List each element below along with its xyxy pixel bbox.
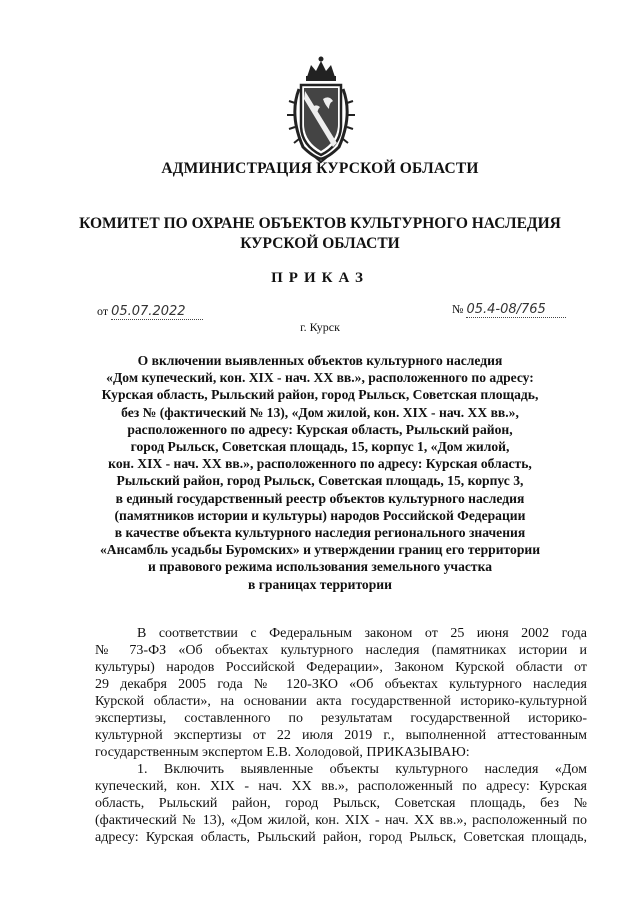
item-1-line: 1. Включить выявленные объекты культурного наследия «Дом [137, 762, 587, 777]
preamble-line: 29 декабря 2005 года № 120-ЗКО «Об объектах культурного наследия [95, 677, 587, 692]
title-line: О включении выявленных объектов культурного наследия [137, 353, 503, 368]
order-date [97, 304, 203, 320]
preamble-paragraph [95, 625, 587, 761]
title-line: расположенного по адресу: Курская область, Рыльский район, [127, 421, 513, 437]
document-type: ПРИКАЗ [271, 270, 369, 286]
title-line: «Ансамбль усадьбы Буромских» и утверждении границ его территории [99, 542, 541, 558]
title-line: в границах территории [248, 576, 392, 592]
order-number [452, 302, 566, 318]
number-prefix: № [452, 302, 464, 316]
title-line: Курская область, Рыльский район, город Рыльск, Советская площадь, [101, 387, 539, 403]
preamble-line: культуры) народов Российской Федерации», Законом Курской области от [95, 660, 587, 675]
committee-heading-line-1: КОМИТЕТ ПО ОХРАНЕ ОБЪЕКТОВ КУЛЬТУРНОГО НАСЛЕДИЯ [79, 215, 561, 232]
preamble-line: экспертизы, составленного по результатам государственной историко- [95, 711, 587, 726]
administration-heading: АДМИНИСТРАЦИЯ КУРСКОЙ ОБЛАСТИ [161, 160, 479, 177]
title-line: Рыльский район, город Рыльск, Советская площадь, 15, корпус 3, [116, 473, 524, 489]
title-line: «Дом купеческий, кон. XIX - нач. XX вв.», расположенного по адресу: [106, 370, 534, 386]
item-1-line: адресу: Курская область, Рыльский район, город Рыльск, Советская площадь, [95, 830, 587, 845]
title-line: и правового режима использования земельного участка [147, 559, 493, 575]
item-1-line: (фактический № 13), «Дом жилой, кон. XIX - нач. XX вв.», расположенный по [95, 813, 587, 828]
date-prefix: от [97, 304, 109, 318]
date-value: 05.07.2022 [111, 304, 203, 320]
item-1-line: купеческий, кон. XIX - нач. XX вв.», расположенный по адресу: Курская [95, 779, 587, 794]
title-line: без № (фактический № 13), «Дом жилой, кон. XIX - нач. XX вв.», [121, 404, 519, 420]
preamble-line: № 73-ФЗ «Об объектах культурного наследия (памятниках истории и [95, 643, 587, 658]
preamble-line: Курской области», на основании акта государственной историко-культурной [95, 694, 587, 709]
title-line: (памятников истории и культуры) народов Российской Федерации [114, 507, 526, 523]
item-1-line: область, Рыльский район, город Рыльск, Советская площадь, без № [95, 796, 587, 811]
city-label: г. Курск [300, 320, 340, 334]
title-line: город Рыльск, Советская площадь, 15, корпус 1, «Дом жилой, [130, 439, 510, 455]
number-value: 05.4-08/765 [466, 302, 566, 318]
item-1-paragraph [95, 761, 587, 846]
committee-heading [0, 214, 640, 254]
title-line: кон. XIX - нач. XX вв.», расположенного по адресу: Курская область, [108, 456, 532, 472]
order-title [60, 352, 580, 593]
preamble-line: В соответствии с Федеральным законом от 25 июня 2002 года [137, 626, 587, 641]
title-line: в единый государственный реестр объектов культурного наследия [115, 490, 525, 506]
preamble-line: государственным экспертом Е.В. Холодовой, ПРИКАЗЫВАЮ: [95, 745, 470, 760]
coat-of-arms-emblem [285, 55, 357, 163]
preamble-line: культурной экспертизы от 22 июля 2019 г., выполненной аттестованным [95, 728, 587, 743]
committee-heading-line-2: КУРСКОЙ ОБЛАСТИ [240, 235, 400, 252]
title-line: в качестве объекта культурного наследия регионального значения [114, 525, 526, 541]
